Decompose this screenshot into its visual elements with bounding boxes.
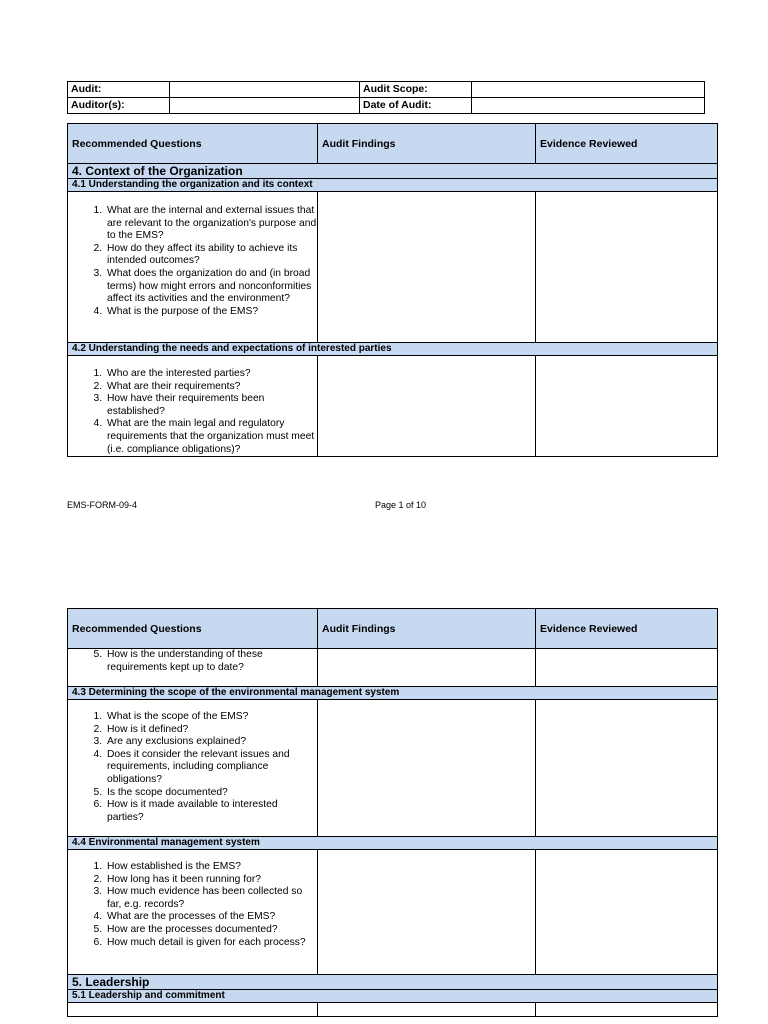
audit-label: Audit:	[68, 82, 170, 98]
audit-checklist-table-page1	[67, 123, 718, 457]
subsection-row	[68, 687, 718, 700]
question-row	[68, 649, 718, 687]
question-item: 2. What are their requirements?	[105, 381, 317, 394]
question-list	[68, 861, 317, 949]
question-list	[68, 649, 317, 674]
question-item: 2. How long has it been running for?	[105, 874, 317, 887]
audit-findings-field[interactable]	[318, 649, 536, 687]
evidence-reviewed-field[interactable]	[536, 700, 718, 837]
question-item: 3. How much evidence has been collected so far, e.g. records?	[105, 886, 317, 911]
audit-findings-field[interactable]	[318, 700, 536, 837]
column-header-row	[68, 609, 718, 649]
audit-findings-field[interactable]	[318, 850, 536, 975]
question-item: 6. How much detail is given for each process?	[105, 937, 317, 950]
evidence-reviewed-field[interactable]	[536, 649, 718, 687]
question-list	[68, 205, 317, 318]
auditors-label: Auditor(s):	[68, 98, 170, 114]
subsection-heading: 4.2 Understanding the needs and expectations of interested parties	[68, 343, 718, 356]
audit-checklist-table-page2	[67, 608, 718, 1017]
question-item: 1. How established is the EMS?	[105, 861, 317, 874]
subsection-row	[68, 837, 718, 850]
audit-scope-value-field[interactable]	[472, 82, 705, 98]
question-item: 4. What are the main legal and regulatory requirements that the organization must meet (i.e. compliance obligations)?	[105, 418, 317, 456]
page-number: Page 1 of 10	[375, 500, 427, 510]
date-of-audit-label: Date of Audit:	[360, 98, 472, 114]
questions-cell	[68, 850, 318, 975]
evidence-reviewed-field[interactable]	[536, 1003, 718, 1017]
audit-info-table	[67, 81, 705, 114]
column-header-questions: Recommended Questions	[68, 124, 318, 164]
subsection-row	[68, 343, 718, 356]
question-item: 1. What are the internal and external issues that are relevant to the organization's purpose and to the EMS?	[105, 205, 317, 243]
question-item: 6. How is it made available to interested parties?	[105, 799, 317, 824]
column-header-evidence: Evidence Reviewed	[536, 609, 718, 649]
date-of-audit-value-field[interactable]	[472, 98, 705, 114]
questions-cell	[68, 192, 318, 343]
question-item: 3. How have their requirements been established?	[105, 393, 317, 418]
question-item: 1. What is the scope of the EMS?	[105, 711, 317, 724]
column-header-row	[68, 124, 718, 164]
column-header-findings: Audit Findings	[318, 124, 536, 164]
section-heading: 4. Context of the Organization	[68, 164, 718, 179]
subsection-heading: 4.1 Understanding the organization and its context	[68, 179, 718, 192]
questions-cell	[68, 700, 318, 837]
audit-scope-label: Audit Scope:	[360, 82, 472, 98]
question-item: 3. What does the organization do and (in broad terms) how might errors and nonconformities affect its activities and the environment?	[105, 268, 317, 306]
question-item: 4. What are the processes of the EMS?	[105, 911, 317, 924]
question-row	[68, 192, 718, 343]
audit-findings-field[interactable]	[318, 192, 536, 343]
question-row	[68, 1003, 718, 1017]
questions-cell	[68, 649, 318, 687]
audit-info-row	[68, 98, 705, 114]
column-header-questions: Recommended Questions	[68, 609, 318, 649]
questions-cell	[68, 1003, 318, 1017]
question-list	[68, 368, 317, 456]
subsection-row	[68, 179, 718, 192]
question-item: 5. How are the processes documented?	[105, 924, 317, 937]
question-item: 4. What is the purpose of the EMS?	[105, 306, 317, 319]
audit-info-row	[68, 82, 705, 98]
question-item: 5. How is the understanding of these requirements kept up to date?	[105, 649, 317, 674]
audit-value-field[interactable]	[170, 82, 360, 98]
section-row	[68, 975, 718, 990]
section-heading: 5. Leadership	[68, 975, 718, 990]
question-item: 2. How is it defined?	[105, 724, 317, 737]
form-id: EMS-FORM-09-4	[67, 500, 138, 510]
questions-cell	[68, 356, 318, 457]
evidence-reviewed-field[interactable]	[536, 356, 718, 457]
evidence-reviewed-field[interactable]	[536, 192, 718, 343]
question-item: 3. Are any exclusions explained?	[105, 736, 317, 749]
column-header-evidence: Evidence Reviewed	[536, 124, 718, 164]
question-list	[68, 711, 317, 824]
evidence-reviewed-field[interactable]	[536, 850, 718, 975]
question-row	[68, 700, 718, 837]
subsection-heading: 4.3 Determining the scope of the environmental management system	[68, 687, 718, 700]
question-item: 5. Is the scope documented?	[105, 787, 317, 800]
audit-findings-field[interactable]	[318, 1003, 536, 1017]
subsection-heading: 4.4 Environmental management system	[68, 837, 718, 850]
section-row	[68, 164, 718, 179]
question-row	[68, 850, 718, 975]
subsection-heading: 5.1 Leadership and commitment	[68, 990, 718, 1003]
question-row	[68, 356, 718, 457]
question-item: 2. How do they affect its ability to achieve its intended outcomes?	[105, 243, 317, 268]
question-item: 1. Who are the interested parties?	[105, 368, 317, 381]
subsection-row	[68, 990, 718, 1003]
auditors-value-field[interactable]	[170, 98, 360, 114]
audit-findings-field[interactable]	[318, 356, 536, 457]
column-header-findings: Audit Findings	[318, 609, 536, 649]
question-item: 4. Does it consider the relevant issues and requirements, including compliance obligations?	[105, 749, 317, 787]
